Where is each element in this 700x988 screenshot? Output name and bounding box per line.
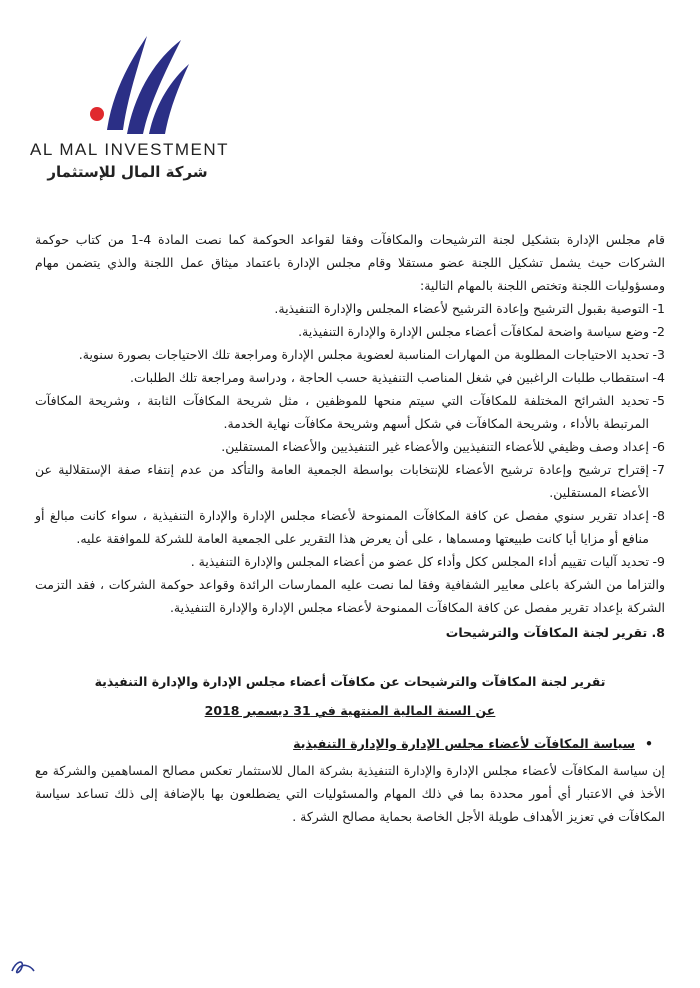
item-number: 5- <box>652 393 665 408</box>
policy-heading <box>35 732 653 755</box>
report-subtitle-text: عن السنة المالية المنتهية في 31 ديسمبر 2018 <box>204 703 496 718</box>
policy-paragraph: إن سياسة المكافآت لأعضاء مجلس الإدارة والإدارة التنفيذية بشركة المال للاستثمار تعكس مصالح المساهمين والشركة مع الأخذ في الاعتبار أي أمور محددة بما في ذلك المهام والمسئوليات التي يضطلعون بها بالإضافة إلى ذلك تساعد سياسة المكافآت في تعزيز الأهداف طويلة الأجل الخاصة بحماية مصالح الشركة . <box>35 763 665 824</box>
report-title: تقرير لجنة المكافآت والترشيحات عن مكافآت أعضاء مجلس الإدارة والإدارة التنفيذية <box>94 674 606 689</box>
list-item <box>35 389 665 435</box>
item-number: 2- <box>652 324 665 339</box>
list-item <box>35 458 665 504</box>
item-number: 4- <box>652 370 665 385</box>
intro-paragraph: قام مجلس الإدارة بتشكيل لجنة الترشيحات والمكافآت وفقا لقواعد الحوكمة كما نصت المادة 4-1 من كتاب حوكمة الشركات حيث يشمل تشكيل اللجنة عضو مستقلا وقام مجلس الإدارة باعتماد ميثاق عمل اللجنة والذي يتضمن مهام ومسؤوليات اللجنة وتختص اللجنة بالمهام التالية: <box>35 232 665 293</box>
list-item <box>35 320 665 343</box>
duties-list <box>35 297 665 573</box>
logo-red-dot <box>90 107 104 121</box>
item-number: 1- <box>652 301 665 316</box>
item-text: التوصية بقبول الترشيح وإعادة الترشيح لأعضاء المجلس والإدارة التنفيذية. <box>274 301 649 316</box>
item-text: تحديد الاحتياجات المطلوبة من المهارات المناسبة لعضوية مجلس الإدارة ومراجعة تلك الاحتياجات بصورة سنوية. <box>78 347 649 362</box>
list-item <box>35 550 665 573</box>
item-text: وضع سياسة واضحة لمكافآت أعضاء مجلس الإدارة والإدارة التنفيذية. <box>298 324 649 339</box>
logo-english-name: AL MAL INVESTMENT <box>30 140 229 159</box>
list-item <box>35 504 665 550</box>
item-text: إعداد تقرير سنوي مفصل عن كافة المكافآت الممنوحة لأعضاء مجلس الإدارة والإدارة التنفيذية ، سواء كانت مبالغ أو منافع أو مزايا أيا كانت طبيعتها ومسماها ، على أن يعرض هذا التقرير على الجمعية العامة للشركة للموافقة عليه. <box>35 508 649 546</box>
item-text: إعداد وصف وظيفي للأعضاء التنفيذيين والأعضاء غير التنفيذيين والأعضاء المستقلين. <box>221 439 649 454</box>
initials-signature-icon <box>8 955 38 979</box>
item-number: 6- <box>652 439 665 454</box>
item-text: إقتراح ترشيح وإعادة ترشيح الأعضاء للإنتخابات بواسطة الجمعية العامة والتأكد من عدم إنتفاء صفة الإستقلالية عن الأعضاء المستقلين. <box>35 462 649 500</box>
item-number: 3- <box>652 347 665 362</box>
item-number: 8- <box>652 508 665 523</box>
commitment-paragraph: والتزاما من الشركة باعلى معايير الشفافية وفقا لما نصت عليه الممارسات الرائدة وقواعد حوكمة الشركات ، فقد التزمت الشركة بإعداد تقرير مفصل عن كافة المكافآت الممنوحة لأعضاء مجلس الإدارة والإدارة التنفيذية. <box>35 577 665 615</box>
document-body <box>35 228 665 828</box>
item-text: تحديد الشرائح المختلفة للمكافآت التي سيتم منحها للموظفين ، مثل شريحة المكافآت الثابتة ، وشريحة المكافآت المرتبطة بالأداء ، وشريحة المكافآت في شكل أسهم وشريحة مكافآت نهاية الخدمة. <box>35 393 649 431</box>
list-item <box>35 297 665 320</box>
list-item <box>35 343 665 366</box>
logo-arabic-name: شركة المال للإستثمار <box>47 163 208 181</box>
logo-mark-icon <box>85 30 195 148</box>
policy-heading-text: سياسة المكافآت لأعضاء مجلس الإدارة والإدارة التنفيذية <box>293 736 635 751</box>
item-text: استقطاب طلبات الراغبين في شغل المناصب التنفيذية حسب الحاجة ، ودراسة ومراجعة تلك الطلبات. <box>130 370 649 385</box>
item-number: 7- <box>652 462 665 477</box>
item-number: 9- <box>652 554 665 569</box>
list-item <box>35 435 665 458</box>
section-heading: 8. تقرير لجنة المكافآت والترشيحات <box>445 625 665 640</box>
item-text: تحديد آليات تقييم أداء المجلس ككل وأداء كل عضو من أعضاء المجلس والإدارة التنفيذية . <box>190 554 649 569</box>
bullet-icon: • <box>645 736 653 751</box>
list-item <box>35 366 665 389</box>
report-subtitle <box>35 699 665 722</box>
company-logo <box>30 30 229 181</box>
